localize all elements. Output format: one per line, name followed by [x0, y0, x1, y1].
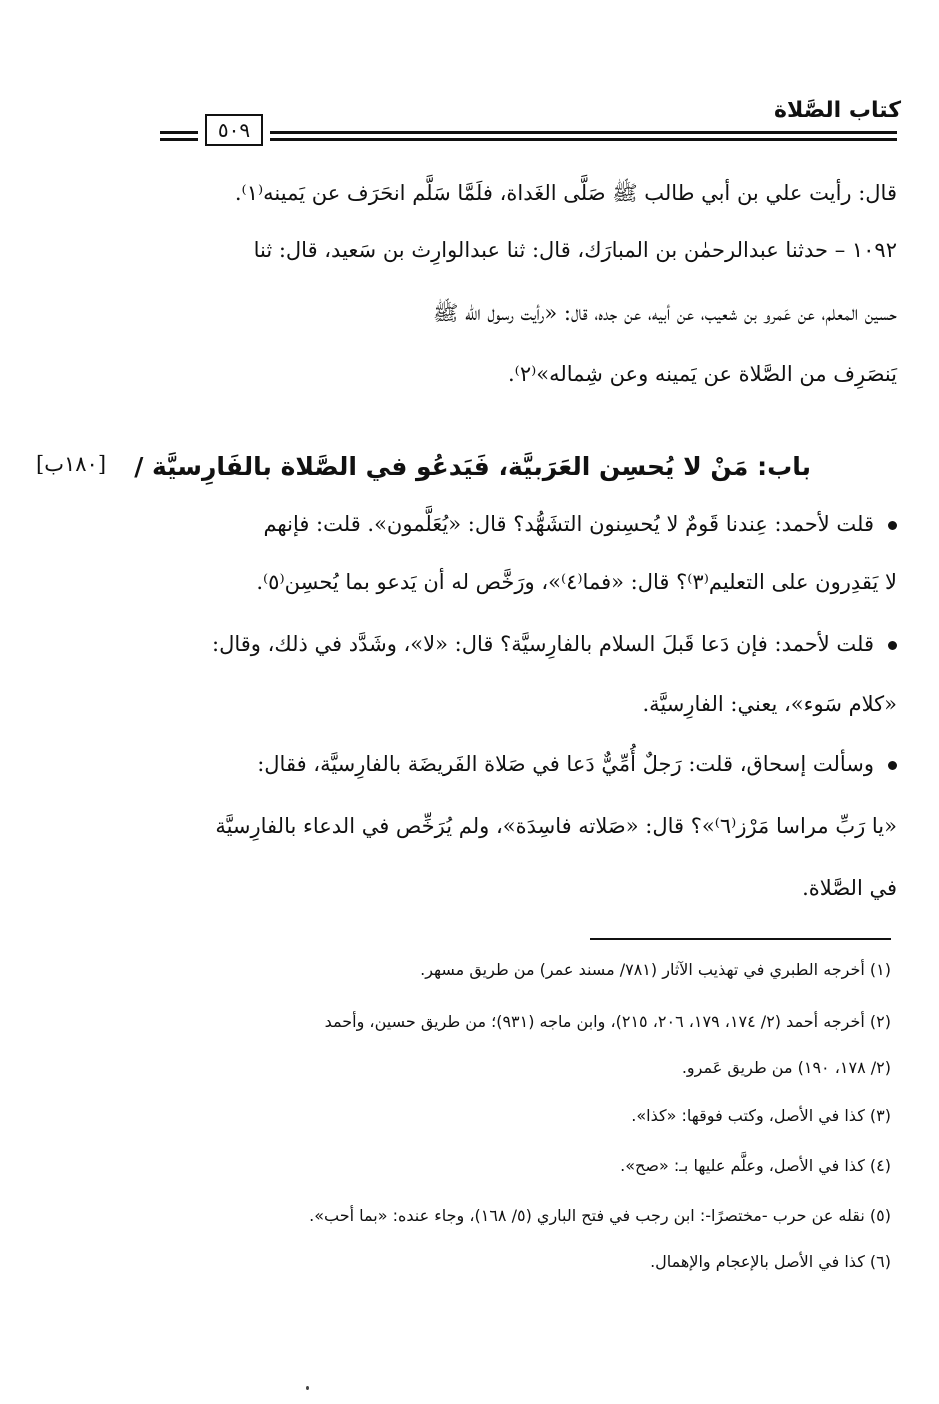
footnote: (١) أخرجه الطبري في تهذيب الآثار (٧٨١/ مسند عمر) من طريق مسهر. [420, 960, 891, 979]
bullet-icon [888, 641, 897, 650]
body-line: يَنصَرِف من الصَّلاة عن يَمينه وعن شِماله»⁽٢⁾. [507, 362, 897, 386]
paragraph-line: في الصَّلاة. [802, 876, 897, 900]
footnote: (٢) أخرجه أحمد (٢/ ١٧٤، ١٧٩، ٢٠٦، ٢١٥)، وابن ماجه (٩٣١)؛ من طريق حسين، وأحمد [324, 1012, 891, 1031]
bullet-icon [888, 521, 897, 530]
hadith-number-line: ١٠٩٢ – حدثنا عبدالرحمٰن بن المبارَك، قال: ثنا عبدالوارِث بن سَعيد، قال: ثنا [253, 238, 897, 262]
paragraph-line: «يا رَبِّ مراسا مَرْز⁽٦⁾»؟ قال: «صَلاته فاسِدَة»، ولم يُرَخِّص في الدعاء بالفارِسيَّة [215, 814, 897, 838]
chapter-heading: باب: مَنْ لا يُحسِن العَرَبيَّة، فَيَدعُو في الصَّلاة بالفَارِسيَّة / [134, 452, 811, 481]
paragraph-line: لا يَقدِرون على التعليم⁽٣⁾؟ قال: «فما⁽٤⁾»، ورَخَّص له أن يَدعو بما يُحسِن⁽٥⁾. [256, 570, 897, 594]
footnote: (٤) كذا في الأصل، وعلَّم عليها بـ: «صح». [620, 1156, 891, 1175]
page-number: ٥٠٩ [205, 114, 263, 146]
bullet-icon [888, 761, 897, 770]
paragraph-text: قلت لأحمد: فإن دَعا قَبلَ السلام بالفارِسيَّة؟ قال: «لا»، وشَدَّد في ذلك، وقال: [212, 632, 874, 656]
paragraph-line [212, 632, 897, 656]
body-line: قال: رأيت علي بن أبي طالب ﷺ صَلَّى الغَداة، فلَمَّا سَلَّم انحَرَف عن يَمينه⁽١⁾. [234, 181, 897, 205]
header-rule-line-bottom [160, 138, 897, 141]
paragraph-line [263, 512, 897, 536]
footnote: (٥) نقله عن حرب -مختصرًا-: ابن رجب في فتح الباري (٥/ ١٦٨)، وجاء عنده: «بما أحب». [309, 1206, 891, 1225]
footnote-continuation: (٢/ ١٧٨، ١٩٠) من طريق عَمرو. [681, 1058, 891, 1077]
running-header-title: كتاب الصَّلاة [774, 98, 901, 123]
footnote: (٦) كذا في الأصل بالإعجام والإهمال. [650, 1252, 891, 1271]
header-rule-line-top [160, 131, 897, 134]
paragraph-line [257, 752, 897, 776]
scan-speck [306, 1386, 309, 1390]
paragraph-text: وسألت إسحاق، قلت: رَجلٌ أُمِّيٌّ دَعا في صَلاة الفَريضَة بالفارِسيَّة، فقال: [257, 752, 874, 776]
manuscript-folio-marker: [١٨٠ب] [36, 452, 107, 476]
paragraph-text: قلت لأحمد: عِندنا قَومٌ لا يُحسِنون التشَهُّد؟ قال: «يُعَلَّمون». قلت: فإنهم [263, 512, 874, 536]
body-line: حسين المعلم، عن عَمرو بن شعيب، عن أبيه، عن جده، قال: «رأيت رسول الله ﷺ [432, 301, 897, 325]
paragraph-line: «كلام سَوء»، يعني: الفارِسيَّة. [642, 692, 897, 716]
header-rule [160, 126, 897, 146]
footnote: (٣) كذا في الأصل، وكتب فوقها: «كذا». [631, 1106, 891, 1125]
footnote-separator [590, 938, 891, 940]
